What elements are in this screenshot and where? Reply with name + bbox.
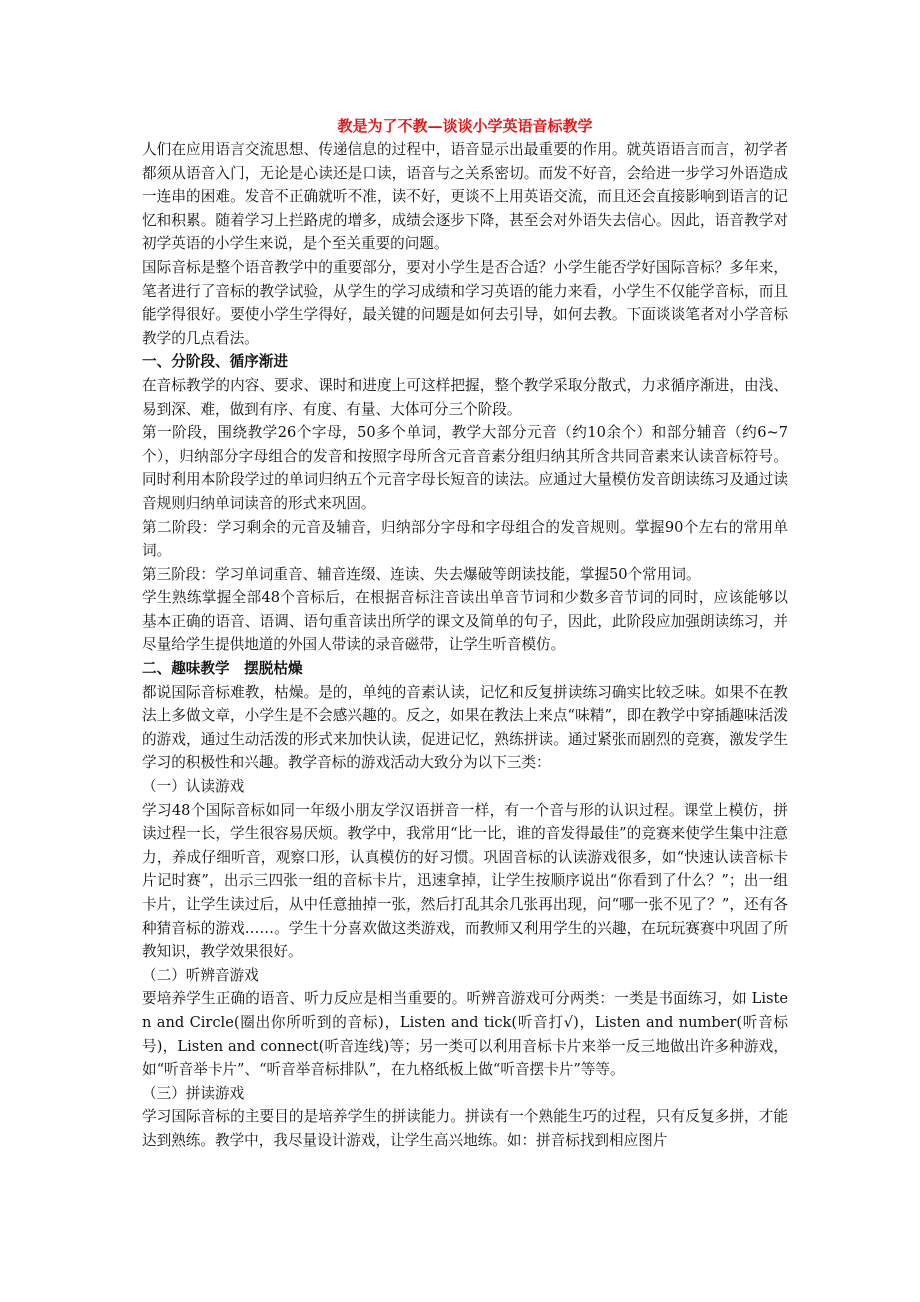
subsection-heading: （一）认读游戏 bbox=[142, 778, 245, 796]
paragraph: 第一阶段，围绕教学26个字母，50多个单词，教学大部分元音（约10余个）和部分辅音（约6~7个），归纳部分字母组合的发音和按照字母所含元音音素分组归纳其所含共同音素来认读音标符号。同时利用本阶段学过的单词归纳五个元音字母长短音的读法。应通过大量模仿发音朗读练习及通过读音规则归纳单词读音的形式来巩固。 bbox=[142, 424, 788, 512]
paragraph: 第二阶段：学习剩余的元音及辅音，归纳部分字母和字母组合的发音规则。掌握90个左右的常用单词。 bbox=[142, 518, 788, 560]
paragraph: 学习国际音标的主要目的是培养学生的拼读能力。拼读有一个熟能生巧的过程，只有反复多拼，才能达到熟练。教学中，我尽量设计游戏，让学生高兴地练。如：拼音标找到相应图片 bbox=[142, 1108, 788, 1149]
subsection-heading: （二）听辨音游戏 bbox=[142, 966, 259, 984]
section-heading: 二、趣味教学 摆脱枯燥 bbox=[142, 660, 303, 678]
paragraph: 第三阶段：学习单词重音、辅音连缀、连读、失去爆破等朗读技能，掌握50个常用词。 bbox=[142, 565, 701, 583]
paragraph: 人们在应用语言交流思想、传递信息的过程中，语音显示出最重要的作用。就英语语言而言，初学者都须从语音入门，无论是心读还是口读，语音与之关系密切。而发不好音，会给进一步学习外语造成一连串的困难。发音不正确就听不准，读不好，更谈不上用英语交流，而且还会直接影响到语言的记忆和积累。随着学习上拦路虎的增多，成绩会逐步下降，甚至会对外语失去信心。因此，语音教学对初学英语的小学生来说，是个至关重要的问题。 bbox=[142, 141, 788, 253]
paragraph: 要培养学生正确的语音、听力反应是相当重要的。听辨音游戏可分两类：一类是书面练习，如 Listen and Circle(圈出你所听到的音标)，Listen and tick(听音打√)，Listen and number(听音标号)，Listen and connect(听音连线)等；另一类可以利用音标卡片来举一反三地做出许多种游戏，如“听音举卡片”、“听音举音标排队”，在九格纸板上做“听音摆卡片”等等。 bbox=[142, 990, 788, 1079]
document-page bbox=[142, 114, 788, 1153]
paragraph: 学习48个国际音标如同一年级小朋友学汉语拼音一样，有一个音与形的认识过程。课堂上模仿，拼读过程一长，学生很容易厌烦。教学中，我常用“比一比，谁的音发得最佳”的竞赛来使学生集中注意力，养成仔细听音，观察口形，认真模仿的好习惯。巩固音标的认读游戏很多，如“快速认读音标卡片记时赛”，出示三四张一组的音标卡片，迅速拿掉，让学生按顺序说出“你看到了什么？”；出一组卡片，让学生读过后，从中任意抽掉一张，然后打乱其余几张再出现，问“哪一张不见了？”，还有各种猜音标的游戏……。学生十分喜欢做这类游戏，而教师又利用学生的兴趣，在玩玩赛赛中巩固了所教知识，教学效果很好。 bbox=[142, 801, 788, 961]
paragraph: 学生熟练掌握全部48个音标后，在根据音标注音读出单音节词和少数多音节词的同时，应该能够以基本正确的语音、语调、语句重音读出所学的课文及简单的句子，因此，此阶段应加强朗读练习，并尽量给学生提供地道的外国人带读的录音磁带，让学生听音模仿。 bbox=[142, 589, 788, 654]
subsection-heading: （三）拼读游戏 bbox=[142, 1084, 245, 1102]
document-body bbox=[142, 138, 788, 1153]
paragraph: 国际音标是整个语音教学中的重要部分，要对小学生是否合适？小学生能否学好国际音标？多年来，笔者进行了音标的教学试验，从学生的学习成绩和学习英语的能力来看，小学生不仅能学音标，而且能学得很好。要使小学生学得好，最关键的问题是如何去引导，如何去教。下面谈谈笔者对小学音标教学的几点看法。 bbox=[142, 258, 788, 347]
section-heading: 一、分阶段、循序渐进 bbox=[142, 353, 288, 371]
document-title: 教是为了不教—谈谈小学英语音标教学 bbox=[337, 117, 593, 135]
paragraph: 都说国际音标难教，枯燥。是的，单纯的音素认读，记忆和反复拼读练习确实比较乏味。如果不在教法上多做文章，小学生是不会感兴趣的。反之，如果在教法上来点“味精”，即在教学中穿插趣味活泼的游戏，通过生动活泼的形式来加快认读，促进记忆，熟练拼读。通过紧张而剧烈的竞赛，激发学生学习的积极性和兴趣。教学音标的游戏活动大致分为以下三类： bbox=[142, 683, 788, 772]
paragraph: 在音标教学的内容、要求、课时和进度上可这样把握，整个教学采取分散式，力求循序渐进，由浅、易到深、难，做到有序、有度、有量、大体可分三个阶段。 bbox=[142, 376, 788, 418]
